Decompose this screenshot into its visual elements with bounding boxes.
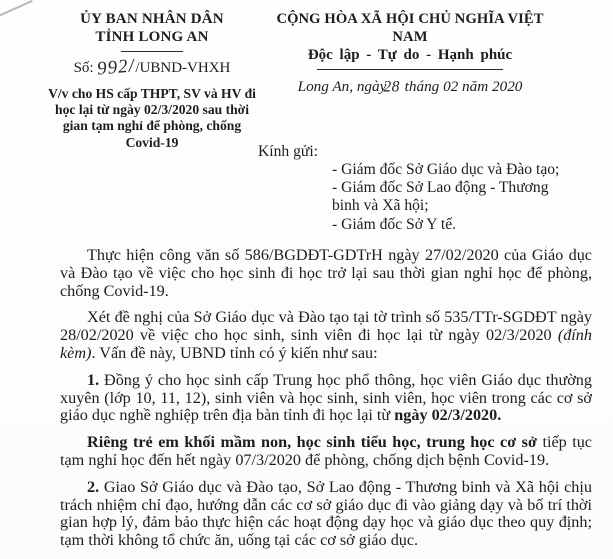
- document-subject: V/v cho HS cấp THPT, SV và HV đi học lại từ ngày 02/3/2020 sau thời gian tạm nghỉ để phòng, chống Covid-19: [48, 86, 256, 150]
- paragraph-item-2: [60, 479, 592, 550]
- paragraph-exception: [60, 434, 592, 470]
- recipients-block: [258, 143, 568, 234]
- issuing-authority-name: ỦY BAN NHÂN DÂN: [80, 11, 224, 27]
- paragraph-implementation: [60, 247, 592, 300]
- paragraph-item-1: [60, 372, 592, 425]
- recipient-list: [332, 161, 564, 234]
- right-header-divider: [317, 69, 503, 70]
- paragraph-number-bold: 2.: [87, 477, 100, 496]
- national-header-block: [260, 10, 560, 96]
- document-number-handwritten: 992/: [95, 55, 136, 80]
- paragraph-text: tiếp tục tạm nghỉ học đến hết ngày 07/3/2020 để phòng, chống dịch bệnh Covid-19.: [60, 433, 592, 469]
- document-body: [60, 247, 592, 559]
- document-number-suffix: /UBND-VHXH: [135, 60, 231, 76]
- paragraph-number-bold: 1.: [87, 370, 100, 389]
- paragraph-proposal: [60, 309, 592, 362]
- paragraph-text-italic: (đính kèm): [60, 326, 592, 362]
- issuing-authority-block: [28, 10, 276, 151]
- document-number-line: [28, 55, 276, 80]
- recipient-item: - Giám đốc Sở Lao động - Thương binh và Xã hội;: [332, 179, 549, 215]
- paragraph-text: Xét đề nghị của Sở Giáo dục và Đào tạo tại tờ trình số 535/TTr-SGDĐT ngày 28/02/2020 về việc cho học sinh, sinh viên đi học lại từ ngày 02/3/2020: [60, 308, 592, 345]
- dateline-prefix: Long An, ngày: [297, 78, 387, 95]
- issuing-authority-province: TỈNH LONG AN: [95, 29, 209, 45]
- paragraph-text-bold: Riêng trẻ em khối mầm non, học sinh tiểu học, trung học cơ sở: [87, 433, 537, 452]
- national-name-line: CỘNG HÒA XÃ HỘI CHỦ NGHĨA VIỆT NAM: [276, 11, 544, 45]
- paragraph-text: Đồng ý cho học sinh cấp Trung học phổ thông, học viên Giáo dục thường xuyên (lớp 10, 11, 12), sinh viên và học sinh, sinh viên, học viên trong các cơ sở giáo dục nghề nghiệp trên địa bàn tỉnh đi học lại từ: [60, 370, 592, 425]
- paragraph-text: Giao Sở Giáo dục và Đào tạo, Sở Lao động - Thương binh và Xã hội chịu trách nhiệm chỉ đạo, hướng dẫn các cơ sở giáo dục đi vào giảng dạy và bố trí thời gian hợp lý, đảm bảo thực hiện các hoạt động dạy học và giáo dục theo quy định; tạm thời không tổ chức ăn, uống tại các cơ sở giáo dục.: [60, 477, 592, 550]
- recipient-item: - Giám đốc Sở Y tế.: [332, 215, 457, 233]
- paragraph-date-bold: ngày 02/3/2020.: [394, 406, 502, 425]
- paragraph-text: Thực hiện công văn số 586/BGDĐT-GDTrH ngày 27/02/2020 của Giáo dục và Đào tạo về việc cho học sinh đi học trở lại sau thời gian nghỉ học để phòng, chống Covid-19.: [60, 246, 592, 300]
- dateline-day-handwritten: 28: [383, 78, 400, 96]
- salutation: Kính gửi:: [258, 143, 318, 160]
- left-header-divider: [121, 51, 183, 52]
- document-number-label: Số:: [73, 60, 94, 76]
- paragraph-text: . Vấn đề này, UBND tỉnh có ý kiến như sau:: [91, 343, 378, 362]
- recipient-item: - Giám đốc Sở Giáo dục và Đào tạo;: [332, 161, 560, 178]
- dateline-suffix: tháng 02 năm 2020: [404, 78, 523, 95]
- dateline: [260, 78, 560, 96]
- national-motto-line: Độc lập - Tự do - Hạnh phúc: [307, 47, 513, 63]
